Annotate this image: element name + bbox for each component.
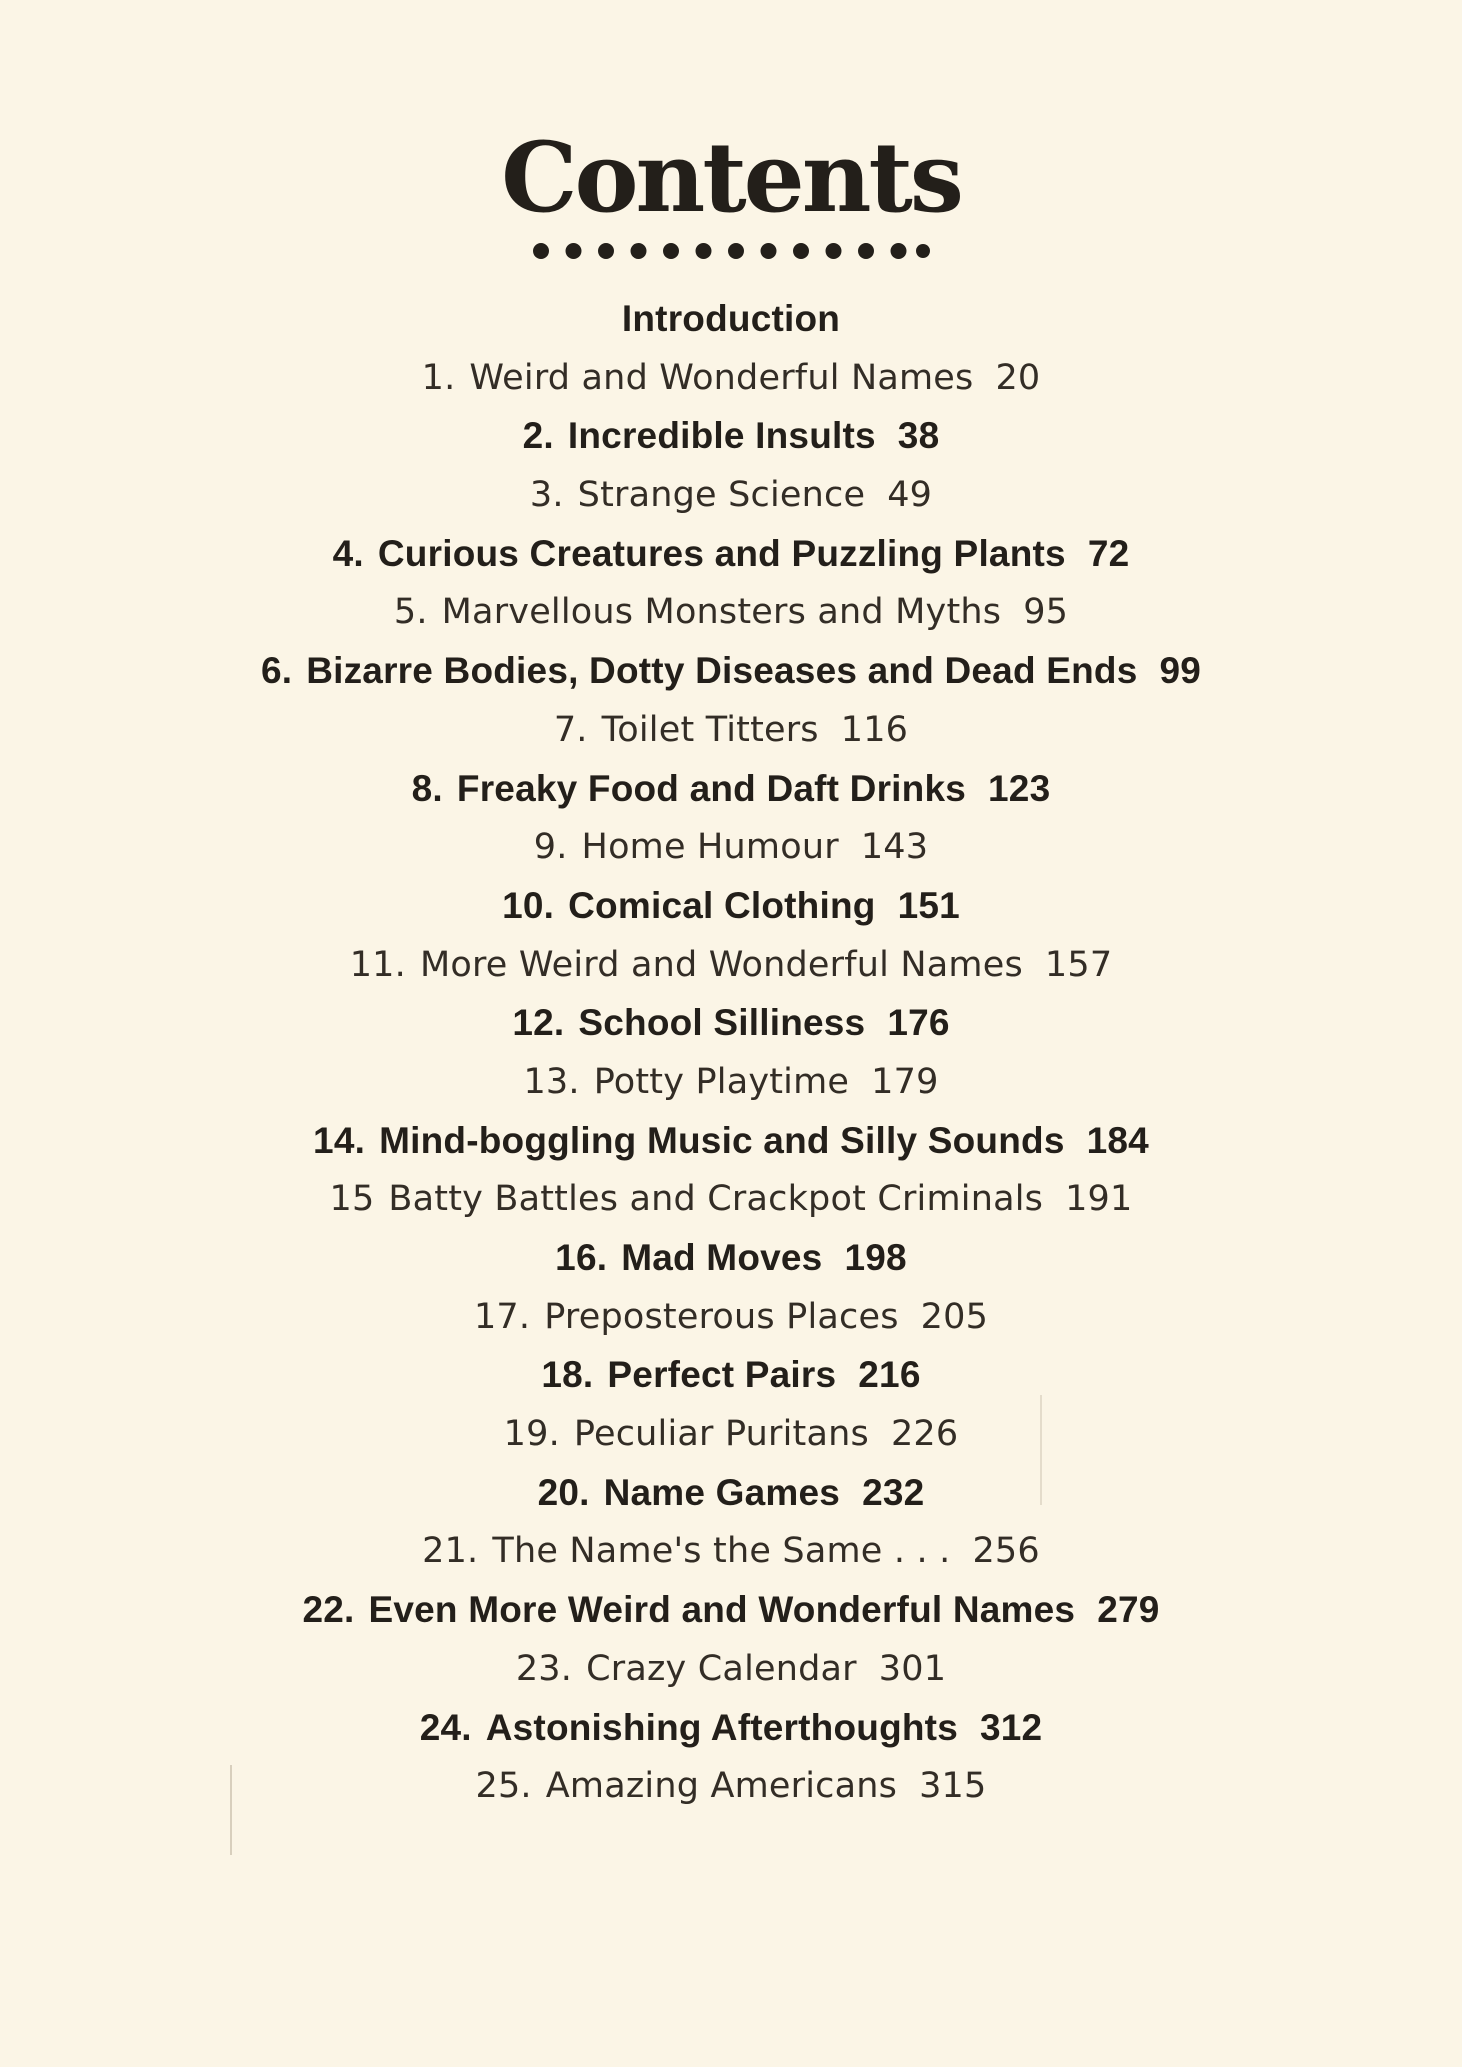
chapter-title: Peculiar Puritans (573, 1414, 869, 1455)
chapter-title: Toilet Titters (601, 709, 819, 750)
chapter-number: 2. (522, 415, 554, 457)
toc-entry (0, 1288, 1462, 1347)
chapter-number: 21. (422, 1531, 479, 1572)
chapter-number: 6. (260, 650, 293, 692)
toc-entry (0, 1112, 1462, 1171)
chapter-title: Incredible Insults (567, 415, 876, 457)
chapter-number: 12. (512, 1002, 565, 1044)
page-number: 123 (988, 767, 1051, 809)
chapter-title: Potty Playtime (593, 1061, 850, 1102)
chapter-title: Name Games (603, 1471, 841, 1513)
page-number: 72 (1087, 532, 1130, 574)
chapter-title: Introduction (621, 298, 841, 339)
chapter-title: Batty Battles and Crackpot Criminals (388, 1179, 1044, 1220)
chapter-title: Bizarre Bodies, Dotty Diseases and Dead Ends (306, 650, 1138, 692)
toc-entry (0, 877, 1462, 936)
page-number: 205 (920, 1296, 989, 1337)
toc-entry (0, 466, 1462, 525)
toc-entry (0, 1405, 1462, 1464)
chapter-number: 8. (411, 767, 443, 809)
chapter-number: 18. (541, 1354, 594, 1396)
toc-entry (0, 760, 1462, 819)
chapter-title: Comical Clothing (568, 884, 876, 926)
page-number: 216 (858, 1354, 921, 1396)
chapter-title: The Name's the Same . . . (492, 1531, 951, 1572)
page-number: 38 (897, 415, 940, 457)
chapter-number: 20. (537, 1471, 590, 1513)
chapter-title: Perfect Pairs (607, 1354, 837, 1396)
toc-entry (0, 1699, 1462, 1758)
chapter-number: 19. (503, 1414, 560, 1455)
toc-entry (0, 1229, 1462, 1288)
page-number: 151 (897, 884, 960, 926)
table-of-contents (0, 290, 1462, 1816)
chapter-number: 16. (555, 1237, 608, 1278)
chapter-number: 15 (329, 1179, 375, 1220)
chapter-number: 25. (475, 1766, 532, 1807)
toc-entry (0, 642, 1462, 701)
toc-entry (0, 1346, 1462, 1405)
page-number: 312 (979, 1706, 1043, 1748)
page-title: Contents (501, 121, 961, 234)
page-number: 49 (887, 475, 933, 516)
chapter-number: 1. (421, 357, 456, 398)
chapter-number: 11. (349, 944, 406, 985)
chapter-title: Marvellous Monsters and Myths (441, 592, 1002, 633)
chapter-number: 22. (302, 1589, 355, 1631)
chapter-title: Even More Weird and Wonderful Names (368, 1589, 1076, 1631)
page-number: 176 (887, 1002, 950, 1044)
chapter-number: 14. (313, 1119, 366, 1161)
chapter-title: Strange Science (577, 475, 866, 516)
toc-entry (0, 290, 1462, 349)
page-number: 184 (1086, 1119, 1149, 1161)
page-number: 143 (860, 827, 929, 868)
chapter-number: 10. (502, 884, 555, 926)
toc-entry (0, 818, 1462, 877)
page-number: 315 (919, 1766, 987, 1807)
page-number: 198 (844, 1237, 907, 1278)
toc-entry (0, 583, 1462, 642)
page-number: 191 (1065, 1179, 1133, 1220)
dotted-divider (0, 236, 1462, 266)
toc-entry (0, 701, 1462, 760)
chapter-title: School Silliness (578, 1002, 866, 1044)
toc-entry (0, 1581, 1462, 1640)
toc-entry (0, 1170, 1462, 1229)
scan-mark (1040, 1395, 1042, 1505)
toc-entry (0, 1522, 1462, 1581)
page-number: 157 (1044, 944, 1113, 985)
chapter-number: 17. (473, 1296, 531, 1337)
toc-entry (0, 994, 1462, 1053)
toc-entry (0, 936, 1462, 995)
chapter-title: Mad Moves (621, 1237, 823, 1278)
chapter-number: 9. (533, 827, 568, 868)
page-number: 256 (972, 1531, 1040, 1572)
chapter-number: 24. (419, 1706, 472, 1748)
chapter-number: 5. (393, 592, 428, 633)
chapter-title: Astonishing Afterthoughts (485, 1706, 958, 1748)
chapter-number: 23. (515, 1648, 573, 1689)
chapter-title: More Weird and Wonderful Names (419, 944, 1023, 985)
page-number: 226 (890, 1414, 959, 1455)
chapter-title: Weird and Wonderful Names (469, 357, 974, 398)
page-number: 279 (1097, 1589, 1160, 1631)
toc-entry (0, 1757, 1462, 1816)
chapter-number: 3. (529, 475, 564, 516)
toc-entry (0, 349, 1462, 408)
toc-entry (0, 1053, 1462, 1112)
page-number: 232 (862, 1471, 925, 1513)
dot-row-icon (531, 236, 931, 266)
toc-entry (0, 1640, 1462, 1699)
chapter-number: 7. (553, 709, 588, 750)
toc-entry (0, 1464, 1462, 1523)
chapter-title: Freaky Food and Daft Drinks (456, 767, 967, 809)
chapter-title: Home Humour (581, 827, 839, 868)
page-number: 179 (871, 1061, 939, 1102)
page-number: 116 (840, 709, 909, 750)
chapter-title: Curious Creatures and Puzzling Plants (377, 532, 1066, 574)
chapter-title: Crazy Calendar (586, 1648, 857, 1689)
toc-entry (0, 525, 1462, 584)
toc-entry (0, 407, 1462, 466)
page-number: 95 (1023, 592, 1069, 633)
chapter-number: 13. (523, 1061, 580, 1102)
chapter-title: Mind-boggling Music and Silly Sounds (379, 1119, 1065, 1161)
chapter-title: Preposterous Places (544, 1296, 899, 1337)
chapter-title: Amazing Americans (545, 1766, 898, 1807)
page-number: 99 (1159, 650, 1202, 692)
page-number: 301 (878, 1648, 947, 1689)
chapter-number: 4. (332, 532, 364, 574)
page-number: 20 (995, 357, 1041, 398)
scan-mark (230, 1765, 232, 1855)
